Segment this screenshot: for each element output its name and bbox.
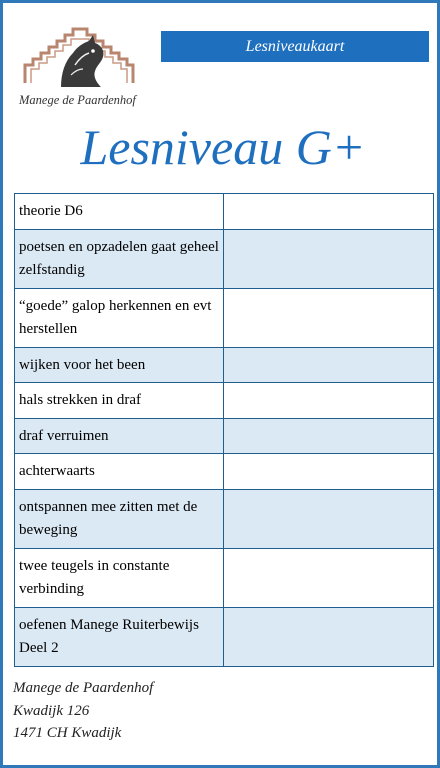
skill-cell: theorie D6 <box>15 194 224 230</box>
skill-cell: wijken voor het been <box>15 347 224 383</box>
table-row <box>15 548 434 607</box>
address-name: Manege de Paardenhof <box>13 680 154 696</box>
table-row <box>15 288 434 347</box>
address-city: 1471 CH Kwadijk <box>13 725 122 741</box>
horse-head-logo-icon <box>21 25 139 91</box>
address-block <box>13 677 153 745</box>
page-title: Lesniveau G+ <box>80 119 366 175</box>
address-street: Kwadijk 126 <box>13 702 90 719</box>
check-cell[interactable] <box>224 383 434 419</box>
table-row <box>15 194 434 230</box>
check-cell[interactable] <box>224 418 434 454</box>
table-row <box>15 454 434 490</box>
check-cell[interactable] <box>224 194 434 230</box>
logo-name: Manege de Paardenhof <box>19 93 136 107</box>
skill-cell: twee teugels in constante verbinding <box>15 548 224 607</box>
skill-cell: oefenen Manege Ruiterbewijs Deel 2 <box>15 607 224 666</box>
skill-cell: “goede” galop herkennen en evt herstellen <box>15 288 224 347</box>
table-row <box>15 489 434 548</box>
table-row <box>15 383 434 419</box>
check-cell[interactable] <box>224 489 434 548</box>
skill-cell: poetsen en opzadelen gaat geheel zelfstandig <box>15 229 224 288</box>
check-cell[interactable] <box>224 288 434 347</box>
level-table <box>14 193 434 667</box>
skill-cell: ontspannen mee zitten met de beweging <box>15 489 224 548</box>
card-label-banner: Lesniveaukaart <box>161 31 429 62</box>
check-cell[interactable] <box>224 454 434 490</box>
table-row <box>15 418 434 454</box>
check-cell[interactable] <box>224 229 434 288</box>
table-row <box>15 229 434 288</box>
check-cell[interactable] <box>224 607 434 666</box>
check-cell[interactable] <box>224 347 434 383</box>
manege-logo <box>15 25 145 113</box>
table-row <box>15 347 434 383</box>
skill-cell: hals strekken in draf <box>15 383 224 419</box>
table-row <box>15 607 434 666</box>
check-cell[interactable] <box>224 548 434 607</box>
skill-cell: achterwaarts <box>15 454 224 490</box>
skill-cell: draf verruimen <box>15 418 224 454</box>
